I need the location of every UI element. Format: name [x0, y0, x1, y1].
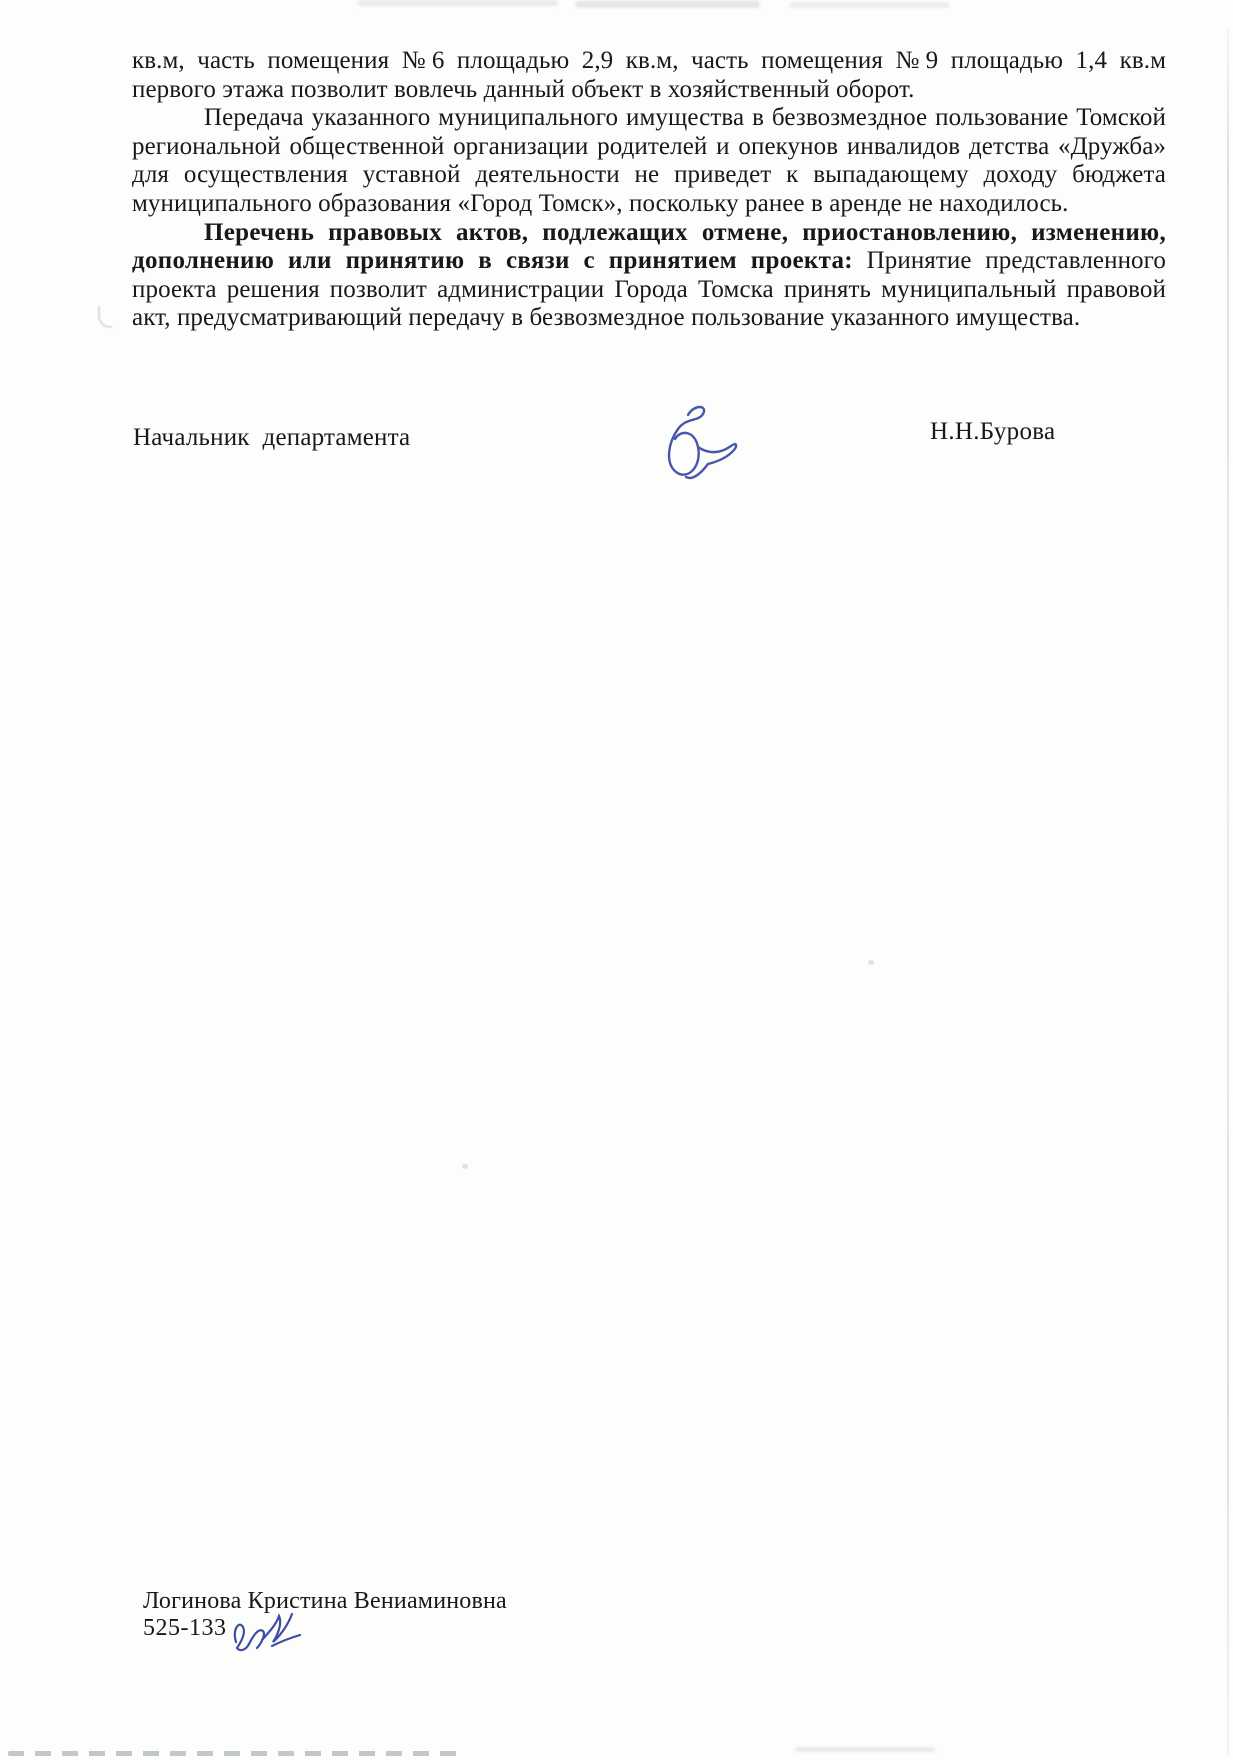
paragraph-legal-acts-text: Принятие представленного проекта решения позволит администрации Города Томска принять муниципальный правовой акт, предусматривающий передачу в безвозмездное пользование указанного имущества. — [132, 247, 1166, 332]
paragraph-legal-acts — [132, 219, 1166, 333]
scan-smudge-top-left — [358, 0, 558, 6]
scan-margin-mark — [98, 306, 112, 328]
position-title: Начальник департамента — [133, 424, 411, 451]
scan-smudge-top-center — [575, 1, 760, 8]
scan-bottom-dashes — [8, 1751, 466, 1756]
head-signature — [650, 401, 750, 489]
scan-speck — [868, 960, 874, 965]
document-body — [132, 47, 1166, 333]
paragraph-legal-acts-heading: Перечень правовых актов, подлежащих отмене, приостановлению, изменению, дополнению или принятию в связи с принятием проекта: — [132, 218, 1166, 275]
scan-smudge-bottom — [795, 1747, 935, 1752]
paragraph-continued: кв.м, часть помещения №6 площадью 2,9 кв.м, часть помещения №9 площадью 1,4 кв.м первого этажа позволит вовлечь данный объект в хозяйственный оборот. — [132, 47, 1166, 103]
scan-smudge-top-right — [790, 2, 950, 8]
scan-speck — [462, 1164, 468, 1169]
executor-signature — [228, 1608, 306, 1658]
scan-edge-line — [1227, 28, 1229, 1754]
executor-name: Логинова Кристина Вениаминовна — [143, 1588, 507, 1614]
paragraph-transfer: Передача указанного муниципального имущества в безвозмездное пользование Томской региональной общественной организации родителей и опекунов инвалидов детства «Дружба» для осуществления уставной деятельности не приведет к выпадающему доходу бюджета муниципального образования «Город Томск», поскольку ранее в аренде не находилось. — [132, 104, 1166, 217]
signatory-name: Н.Н.Бурова — [930, 418, 1056, 445]
executor-phone: 525-133 — [143, 1615, 227, 1641]
